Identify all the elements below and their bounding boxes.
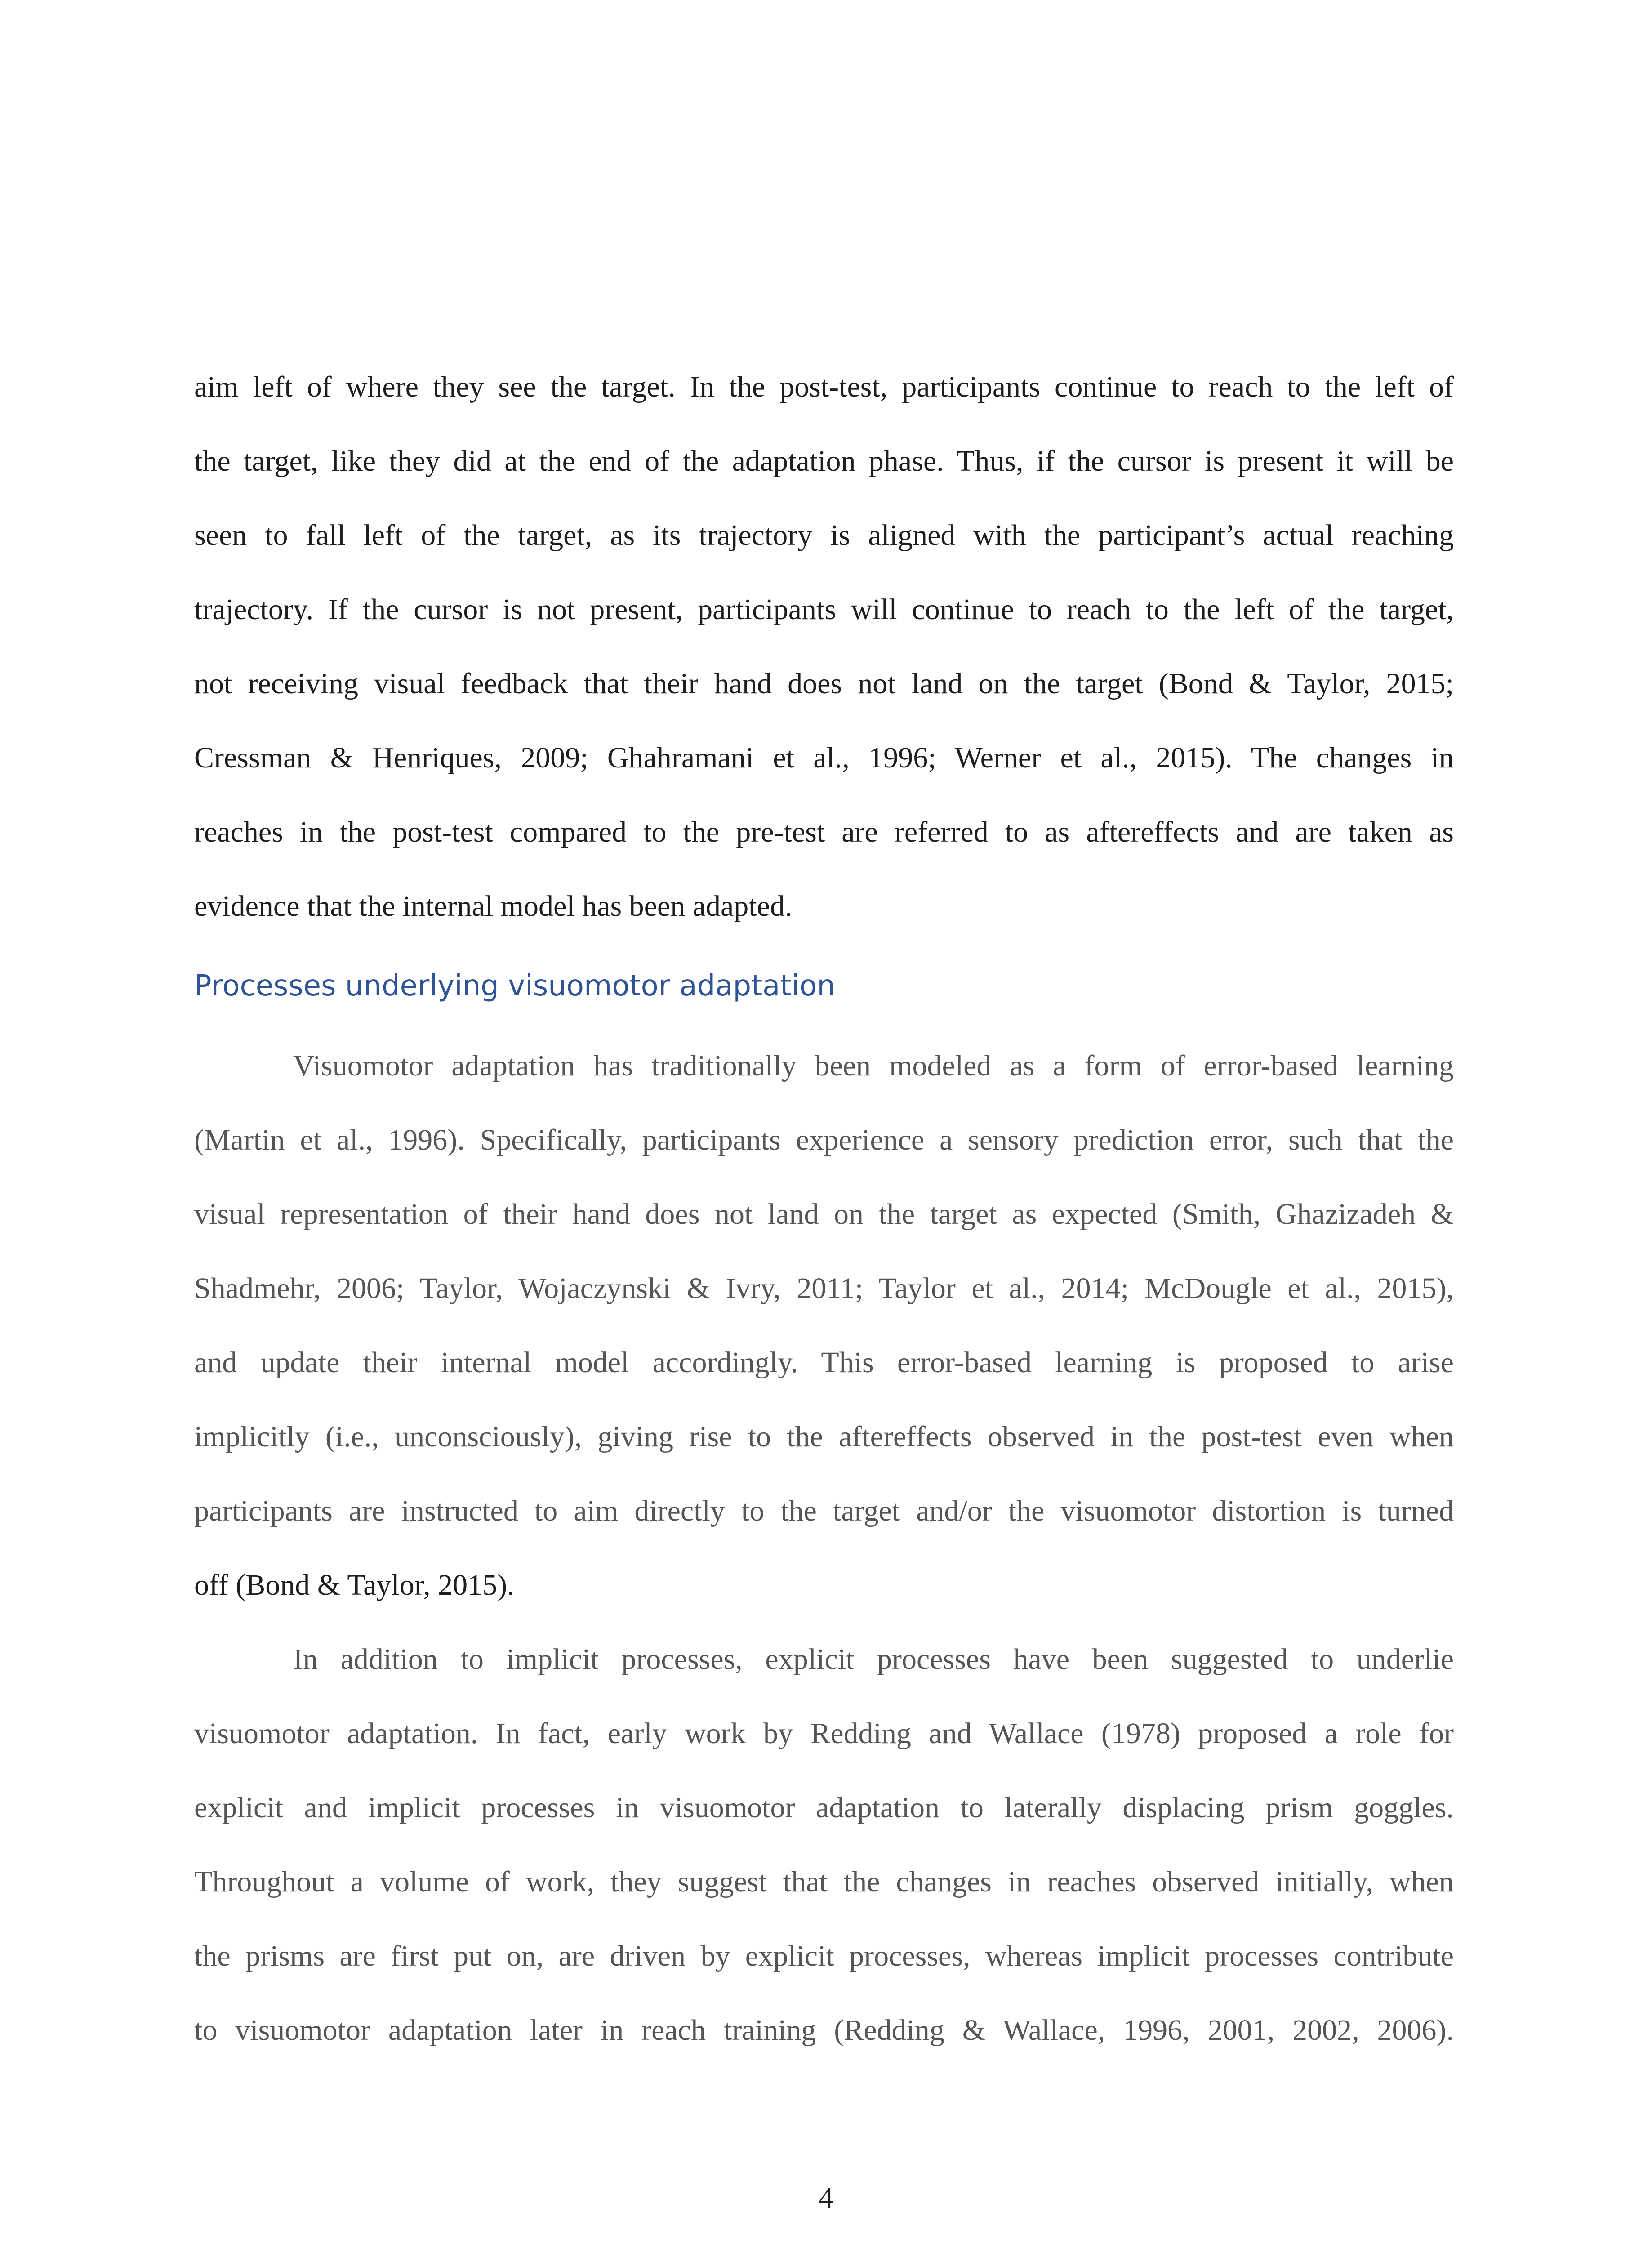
section-heading: Processes underlying visuomotor adaptation — [194, 969, 835, 1003]
text-line: the target, like they did at the end of the adaptation phase. Thus, if the cursor is present it will be — [194, 445, 1454, 477]
text-line: to visuomotor adaptation later in reach training (Redding & Wallace, 1996, 2001, 2002, 2006). — [194, 2014, 1454, 2047]
text-line: seen to fall left of the target, as its trajectory is aligned with the participant’s actual reaching — [194, 519, 1454, 552]
text-line: evidence that the internal model has been adapted. — [194, 890, 793, 923]
text-line: the prisms are first put on, are driven by explicit processes, whereas implicit processes contribute — [194, 1940, 1454, 1972]
text-line: and update their internal model accordingly. This error-based learning is proposed to arise — [194, 1346, 1454, 1379]
text-line: Throughout a volume of work, they suggest that the changes in reaches observed initially, when — [194, 1865, 1454, 1898]
page-number: 4 — [819, 2181, 833, 2214]
text-line: Shadmehr, 2006; Taylor, Wojaczynski & Ivry, 2011; Taylor et al., 2014; McDougle et al., 2015), — [194, 1272, 1454, 1305]
text-line: In addition to implicit processes, explicit processes have been suggested to underlie — [293, 1643, 1454, 1676]
text-line: visuomotor adaptation. In fact, early work by Redding and Wallace (1978) proposed a role for — [194, 1717, 1454, 1750]
text-line: reaches in the post-test compared to the pre-test are referred to as aftereffects and are taken as — [194, 816, 1454, 848]
text-line: trajectory. If the cursor is not present, participants will continue to reach to the left of the target, — [194, 593, 1454, 626]
text-line: Visuomotor adaptation has traditionally been modeled as a form of error-based learning — [293, 1049, 1454, 1082]
text-line: (Martin et al., 1996). Specifically, participants experience a sensory prediction error, such that the — [194, 1124, 1454, 1156]
text-line: Cressman & Henriques, 2009; Ghahramani et al., 1996; Werner et al., 2015). The changes in — [194, 741, 1454, 774]
text-line: implicitly (i.e., unconsciously), giving rise to the aftereffects observed in the post-test even when — [194, 1420, 1454, 1453]
text-line: explicit and implicit processes in visuomotor adaptation to laterally displacing prism goggles. — [194, 1791, 1454, 1824]
text-line: aim left of where they see the target. In the post-test, participants continue to reach to the left of — [194, 370, 1454, 403]
text-line: participants are instructed to aim directly to the target and/or the visuomotor distortion is turned — [194, 1494, 1454, 1527]
text-line: off (Bond & Taylor, 2015). — [194, 1569, 515, 1601]
text-line: visual representation of their hand does not land on the target as expected (Smith, Ghazizadeh & — [194, 1198, 1454, 1231]
text-line: not receiving visual feedback that their hand does not land on the target (Bond & Taylor, 2015; — [194, 667, 1454, 700]
